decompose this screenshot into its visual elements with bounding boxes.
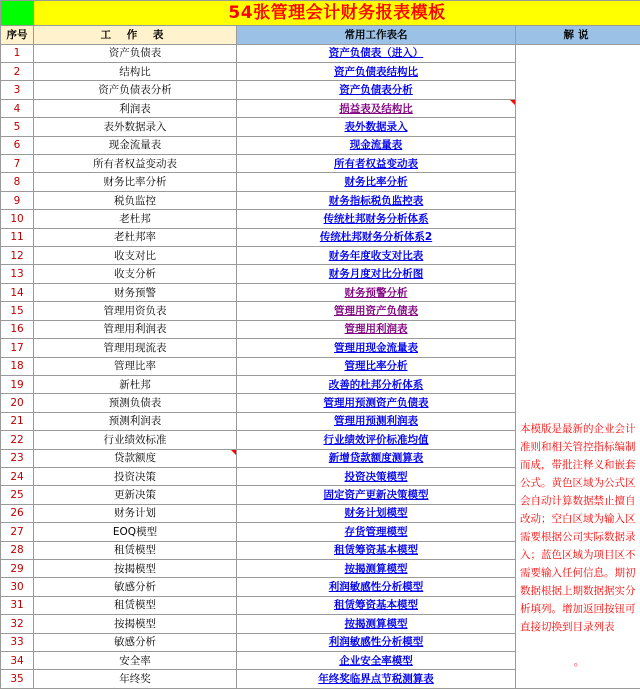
sheet-link[interactable]: 企业安全率模型 — [339, 654, 413, 667]
sheet-name-cell[interactable]: 财务比率分析 — [34, 173, 237, 191]
row-number[interactable]: 7 — [1, 155, 34, 173]
row-number[interactable]: 17 — [1, 339, 34, 357]
common-sheet-cell — [237, 173, 516, 191]
header-number[interactable]: 序号 — [1, 26, 34, 44]
common-sheet-cell — [237, 339, 516, 357]
row-number[interactable]: 31 — [1, 596, 34, 614]
sheet-link[interactable]: 传统杜邦财务分析体系 — [323, 212, 429, 225]
sheet-name-cell[interactable]: 财务计划 — [34, 504, 237, 522]
common-sheet-cell — [237, 615, 516, 633]
sheet-link[interactable]: 财务指标税负监控表 — [328, 194, 424, 207]
sheet-name-cell[interactable]: 税负监控 — [34, 191, 237, 209]
sheet-link[interactable]: 存货管理模型 — [344, 525, 408, 538]
common-sheet-cell — [237, 265, 516, 283]
common-sheet-cell — [237, 394, 516, 412]
row-number[interactable]: 15 — [1, 302, 34, 320]
row-number[interactable]: 13 — [1, 265, 34, 283]
row-number[interactable]: 16 — [1, 320, 34, 338]
row-number[interactable]: 32 — [1, 615, 34, 633]
sheet-link[interactable]: 行业绩效评价标准均值 — [323, 433, 429, 446]
sheet-name-cell[interactable]: 行业绩效标准 — [34, 431, 237, 449]
sheet-link[interactable]: 按揭测算模型 — [344, 617, 408, 630]
sheet-name-cell[interactable]: 投资决策 — [34, 467, 237, 485]
sheet-link[interactable]: 资产负债表结构比 — [334, 65, 418, 78]
common-sheet-cell — [237, 247, 516, 265]
common-sheet-cell — [237, 118, 516, 136]
sheet-link[interactable]: 所有者权益变动表 — [334, 157, 418, 170]
title-row — [1, 1, 640, 26]
sheet-link[interactable]: 租赁筹资基本模型 — [334, 599, 418, 612]
sheet-link[interactable]: 传统杜邦财务分析体系2 — [319, 231, 433, 244]
common-sheet-cell — [237, 63, 516, 81]
sheet-link[interactable]: 年终奖临界点节税测算表 — [318, 673, 434, 686]
sheet-link[interactable]: 资产负债表（进入） — [328, 47, 424, 60]
sheet-link[interactable]: 表外数据录入 — [344, 120, 408, 133]
sheet-link[interactable]: 管理用预测资产负债表 — [323, 397, 429, 410]
sheet-name-cell[interactable]: 安全率 — [34, 652, 237, 670]
row-number[interactable]: 30 — [1, 578, 34, 596]
sheet-name-cell[interactable]: 新杜邦 — [34, 375, 237, 393]
row-number[interactable]: 1 — [1, 44, 34, 62]
sheet-name-cell[interactable]: 管理用资负表 — [34, 302, 237, 320]
header-common-sheet[interactable]: 常用工作表名 — [237, 26, 516, 44]
common-sheet-cell — [237, 504, 516, 522]
sheet-link[interactable]: 管理用预测利润表 — [334, 415, 418, 428]
header-sheet-name[interactable]: 工 作 表 — [34, 26, 237, 44]
sheet-link[interactable]: 财务比率分析 — [344, 176, 408, 189]
sheet-name-cell[interactable]: 敏感分析 — [34, 578, 237, 596]
sheet-link[interactable]: 财务预警分析 — [344, 286, 408, 299]
sheet-name-cell[interactable]: 结构比 — [34, 63, 237, 81]
row-number[interactable]: 8 — [1, 173, 34, 191]
sheet-name-cell[interactable]: EOQ模型 — [34, 523, 237, 541]
sheet-link[interactable]: 财务年度收支对比表 — [328, 249, 424, 262]
common-sheet-cell — [237, 633, 516, 651]
sheet-name-cell[interactable]: 按揭模型 — [34, 559, 237, 577]
sheet-link[interactable]: 利润敏感性分析模型 — [328, 581, 424, 594]
common-sheet-cell — [237, 357, 516, 375]
sheet-link[interactable]: 固定资产更新决策模型 — [323, 489, 429, 502]
row-number[interactable]: 3 — [1, 81, 34, 99]
common-sheet-cell — [237, 578, 516, 596]
sheet-link[interactable]: 改善的杜邦分析体系 — [328, 378, 424, 391]
sheet-link[interactable]: 财务月度对比分析图 — [328, 268, 424, 281]
sheet-link[interactable]: 管理用资产负债表 — [334, 304, 418, 317]
row-number[interactable]: 2 — [1, 63, 34, 81]
row-number[interactable]: 21 — [1, 412, 34, 430]
row-number[interactable]: 34 — [1, 652, 34, 670]
common-sheet-cell — [237, 283, 516, 301]
common-sheet-cell — [237, 228, 516, 246]
sheet-name-cell[interactable]: 按揭模型 — [34, 615, 237, 633]
row-number[interactable]: 6 — [1, 136, 34, 154]
explanation-note: 本模版是最新的企业会计准则和相关管控指标编制而成，带批注释义和嵌套公式。黄色区域为公式区会自动计算数据禁止擅自改动；空白区域为输入区需要根据公司实际数据录入；蓝色区域为项目区不需要输入任何信息。期初数据根据上期数据据实分析填列。增加返回按钮可直接切换到目录列表 — [520, 423, 636, 633]
sheet-link[interactable]: 管理比率分析 — [344, 360, 408, 373]
row-number[interactable]: 11 — [1, 228, 34, 246]
row-number[interactable]: 12 — [1, 247, 34, 265]
row-number[interactable]: 28 — [1, 541, 34, 559]
sheet-link[interactable]: 资产负债表分析 — [339, 84, 413, 97]
sheet-name-cell[interactable]: 预测负债表 — [34, 394, 237, 412]
sheet-name-cell[interactable]: 租赁模型 — [34, 596, 237, 614]
row-number[interactable]: 4 — [1, 99, 34, 117]
sheet-name-cell[interactable]: 资产负债表分析 — [34, 81, 237, 99]
sheet-name-cell[interactable]: 收支对比 — [34, 247, 237, 265]
sheet-name-cell[interactable]: 表外数据录入 — [34, 118, 237, 136]
common-sheet-cell — [237, 559, 516, 577]
sheet-name-cell[interactable]: 现金流量表 — [34, 136, 237, 154]
sheet-name-cell[interactable]: 所有者权益变动表 — [34, 155, 237, 173]
sheet-name-cell[interactable]: 年终奖 — [34, 670, 237, 689]
row-number[interactable]: 23 — [1, 449, 34, 467]
common-sheet-cell — [237, 320, 516, 338]
sheet-title[interactable]: 54张管理会计财务报表模板 — [34, 1, 640, 26]
common-sheet-cell — [237, 44, 516, 62]
row-number[interactable]: 24 — [1, 467, 34, 485]
common-sheet-cell — [237, 431, 516, 449]
common-sheet-cell — [237, 541, 516, 559]
sheet-link[interactable]: 管理用利润表 — [344, 323, 408, 336]
sheet-name-cell[interactable]: 预测利润表 — [34, 412, 237, 430]
sheet-name-cell[interactable]: 租赁模型 — [34, 541, 237, 559]
sheet-link[interactable]: 财务计划模型 — [344, 507, 408, 520]
sheet-link[interactable]: 新增贷款额度测算表 — [328, 452, 424, 465]
row-number[interactable]: 20 — [1, 394, 34, 412]
common-sheet-cell — [237, 486, 516, 504]
common-sheet-cell — [237, 210, 516, 228]
common-sheet-cell — [237, 302, 516, 320]
sheet-name-cell[interactable]: 敏感分析 — [34, 633, 237, 651]
common-sheet-cell — [237, 99, 516, 117]
common-sheet-cell — [237, 412, 516, 430]
sheet-name-cell[interactable]: 管理用现流表 — [34, 339, 237, 357]
row-number[interactable]: 29 — [1, 559, 34, 577]
sheet-name-cell[interactable]: 更新决策 — [34, 486, 237, 504]
common-sheet-cell — [237, 81, 516, 99]
common-sheet-cell — [237, 375, 516, 393]
sheet-link[interactable]: 管理用现金流量表 — [334, 341, 418, 354]
sheet-link[interactable]: 损益表及结构比 — [339, 102, 413, 115]
common-sheet-cell — [237, 670, 516, 689]
row-number[interactable]: 33 — [1, 633, 34, 651]
common-sheet-cell — [237, 136, 516, 154]
sheet-link[interactable]: 现金流量表 — [349, 139, 403, 152]
row-number[interactable]: 18 — [1, 357, 34, 375]
sheet-name-cell[interactable]: 管理比率 — [34, 357, 237, 375]
sheet-name-cell[interactable]: 资产负债表 — [34, 44, 237, 62]
row-number[interactable]: 26 — [1, 504, 34, 522]
header-row — [1, 26, 640, 44]
sheet-link[interactable]: 按揭测算模型 — [344, 562, 408, 575]
common-sheet-cell — [237, 596, 516, 614]
sheet-link[interactable]: 租赁筹资基本模型 — [334, 544, 418, 557]
common-sheet-cell — [237, 652, 516, 670]
sheet-name-cell[interactable]: 利润表 — [34, 99, 237, 117]
sheet-link[interactable]: 投资决策模型 — [344, 470, 408, 483]
sheet-name-cell[interactable]: 收支分析 — [34, 265, 237, 283]
sheet-name-cell[interactable]: 贷款额度 — [34, 449, 237, 467]
row-number[interactable]: 27 — [1, 523, 34, 541]
header-explanation[interactable]: 解说 — [516, 26, 640, 44]
title-corner-cell[interactable] — [1, 1, 34, 26]
sheet-link[interactable]: 利润敏感性分析模型 — [328, 636, 424, 649]
row-number[interactable]: 35 — [1, 670, 34, 689]
common-sheet-cell — [237, 155, 516, 173]
common-sheet-cell — [237, 191, 516, 209]
sheet-name-cell[interactable]: 管理用利润表 — [34, 320, 237, 338]
row-number[interactable]: 10 — [1, 210, 34, 228]
sheet-name-cell[interactable]: 老杜邦 — [34, 210, 237, 228]
row-number[interactable]: 9 — [1, 191, 34, 209]
row-number[interactable]: 5 — [1, 118, 34, 136]
row-number[interactable]: 22 — [1, 431, 34, 449]
sheet-name-cell[interactable]: 财务预警 — [34, 283, 237, 301]
row-number[interactable]: 19 — [1, 375, 34, 393]
sheet-name-cell[interactable]: 老杜邦率 — [34, 228, 237, 246]
common-sheet-cell — [237, 467, 516, 485]
table-row — [1, 44, 640, 62]
common-sheet-cell — [237, 449, 516, 467]
common-sheet-cell — [237, 523, 516, 541]
row-number[interactable]: 14 — [1, 283, 34, 301]
row-number[interactable]: 25 — [1, 486, 34, 504]
explanation-note-end: 。 — [573, 656, 585, 668]
